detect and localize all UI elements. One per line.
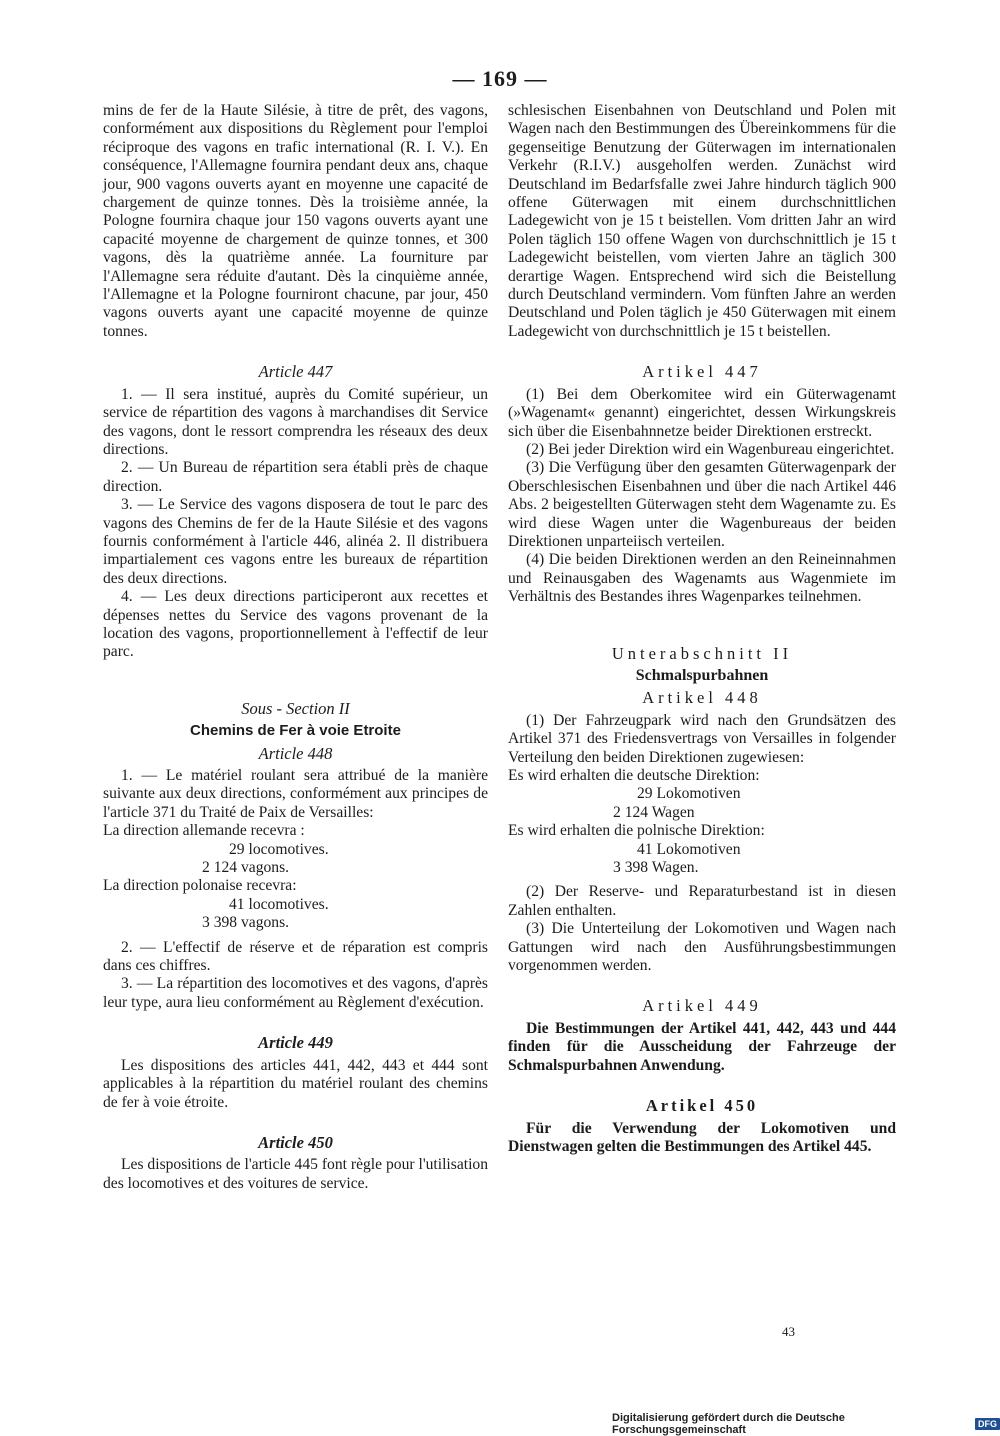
subsection-heading: Sous - Section II: [241, 698, 350, 718]
french-column: [103, 102, 488, 1193]
artikel-448-para-3: (3) Die Unterteilung der Lokomotiven und Wagen nach Gattungen wird nach den Ausführungsbestimmungen vorgenommen werden.: [508, 920, 896, 975]
artikel-450-text: Für die Verwendung der Lokomotiven und Dienstwagen gelten die Bestimmungen des Artikel 445.: [508, 1119, 896, 1155]
polnische-direktion-line: Es wird erhalten die polnische Direktion:: [508, 822, 765, 840]
article-450-text: Les dispositions de l'article 445 font règle pour l'utilisation des locomotives et des voitures de service.: [103, 1156, 488, 1192]
artikel-450-heading: Artikel 450: [645, 1096, 759, 1116]
artikel-447-para-3: (3) Die Verfügung über den gesamten Güterwagenpark der Oberschlesischen Eisenbahnen und über die nach Artikel 446 Abs. 2 beigestellten Güterwagen steht dem Wagenamte zu. Es wird diese Wagen unter die Wagenbureaus der beiden Direktionen unparteiisch verteilen.: [508, 459, 896, 550]
artikel-447-para-1: (1) Bei dem Oberkomitee wird ein Güterwagenamt (»Wagenamt« genannt) eingerichtet, dessen Wirkungskreis sich über die Eisenbahnnetze beider Direktionen erstreckt.: [508, 385, 896, 440]
artikel-447-para-4: (4) Die beiden Direktionen werden an den Reineinnahmen und Reinausgaben des Wagenamts aus Wagenmiete im Verhältnis des Bestandes ihres Wagenparkes teilnehmen.: [508, 551, 896, 606]
article-448-para-2: 2. — L'effectif de réserve et de réparation est compris dans ces chiffres.: [103, 938, 488, 975]
article-447-para-2: 2. — Un Bureau de répartition sera établi près de chaque direction.: [103, 459, 488, 495]
article-448-intro: 1. — Le matériel roulant sera attribué de la manière suivante aux deux directions, conformément aux principes de l'article 371 du Traité de Paix de Versailles:: [103, 767, 488, 821]
german-column: [508, 102, 896, 1156]
deutsche-lokomotiven: 29 Lokomotiven: [637, 785, 741, 803]
polnische-wagen: 3 398 Wagen.: [613, 859, 699, 877]
polish-wagons: 3 398 vagons.: [202, 914, 290, 932]
artikel-448-para-2: (2) Der Reserve- und Reparaturbestand ist in diesen Zahlen enthalten.: [508, 883, 896, 919]
article-449-heading: Article 449: [258, 1033, 333, 1053]
unterabschnitt-title: Schmalspurbahnen: [635, 666, 769, 684]
polish-direction-line: La direction polonaise recevra:: [103, 877, 297, 895]
artikel-448-heading: Artikel 448: [642, 688, 762, 708]
article-447-para-3: 3. — Le Service des vagons disposera de tout le parc des vagons des Chemins de fer de la Haute Silésie et des vagons fournis conformément à l'article 446, alinéa 2. Il distribuera impartialement ces vagons entre les bureaux de répartition des deux directions.: [103, 496, 488, 587]
unterabschnitt-heading: Unterabschnitt II: [611, 643, 793, 663]
german-wagons: 2 124 vagons.: [202, 859, 290, 877]
artikel-449-text: Die Bestimmungen der Artikel 441, 442, 443 und 444 finden für die Ausscheidung der Fahrzeuge der Schmalspurbahnen Anwendung.: [508, 1019, 896, 1074]
artikel-448-intro: (1) Der Fahrzeugpark wird nach den Grundsätzen des Artikel 371 des Friedensvertrags von Versailles in folgender Verteilung den beiden Direktionen zugewiesen:: [508, 711, 896, 766]
german-continuation: schlesischen Eisenbahnen von Deutschland und Polen mit Wagen nach den Bestimmungen des Übereinkommens für die gegenseitige Benutzung der Güterwagen im internationalen Verkehr (R.I.V.) ausgeholfen werden. Zunächst wird Deutschland im Bedarfsfalle zwei Jahre hindurch täglich 900 offene Güterwagen mit einem durchschnittlichen Ladegewicht von je 15 t beistellen. Vom dritten Jahr an wird Polen täglich 150 offene Wagen von durchschnittlich je 15 t Ladegewicht beistellen, vom vierten Jahre an täglich 300 derartige Wagen. Entsprechend wird sich die Beistellung durch Deutschland vermindern. Vom fünften Jahre an werden Deutschland und Polen täglich je 450 Güterwagen mit einem Ladegewicht von durchschnittlich je 15 t beistellen.: [508, 102, 896, 340]
polish-locomotives: 41 locomotives.: [229, 895, 329, 913]
page-number: — 169 —: [452, 66, 548, 91]
article-448-para-3: 3. — La répartition des locomotives et des vagons, d'après leur type, aura lieu conformément au Règlement d'exécution.: [103, 975, 488, 1011]
footer-text: Digitalisierung gefördert durch die Deutsche Forschungsgemeinschaft: [612, 1412, 845, 1436]
polnische-lokomotiven: 41 Lokomotiven: [637, 840, 741, 858]
article-450-heading: Article 450: [258, 1132, 333, 1152]
article-448-heading: Article 448: [258, 743, 333, 763]
deutsche-direktion-line: Es wird erhalten die deutsche Direktion:: [508, 767, 760, 784]
german-direction-line: La direction allemande recevra :: [103, 822, 305, 840]
french-continuation: mins de fer de la Haute Silésie, à titre de prêt, des vagons, conformément aux dispositions du Règlement pour l'emploi réciproque des vagons en trafic international (R. I. V.). En conséquence, l'Allemagne fournira pendant deux ans, chaque jour, 900 vagons ouverts ayant en moyenne une capacité de chargement de quinze tonnes. Dès la troisième année, la Pologne fournira chaque jour 150 vagons ouverts ayant une capacité moyenne de chargement de quinze tonnes, et 300 vagons, dès la quatrième année. La fourniture par l'Allemagne sera réduite d'autant. Dès la cinquième année, l'Allemagne et la Pologne fourniront chacune, par jour, 450 vagons ouverts ayant une capacité moyenne de quinze tonnes.: [103, 102, 488, 340]
dfg-footer: [612, 1412, 1000, 1436]
article-447-para-4: 4. — Les deux directions participeront aux recettes et dépenses nettes du Service des vagons provenant de la location des vagons, proportionnellement à l'effectif de leur parc.: [103, 588, 488, 661]
german-locomotives: 29 locomotives.: [229, 840, 329, 858]
dfg-logo: DFG: [975, 1418, 1000, 1430]
artikel-449-heading: Artikel 449: [642, 996, 762, 1016]
article-449-text: Les dispositions des articles 441, 442, 443 et 444 sont applicables à la répartition du matériel roulant des chemins de fer à voie étroite.: [103, 1056, 488, 1111]
artikel-447-para-2: (2) Bei jeder Direktion wird ein Wagenbureau eingerichtet.: [526, 440, 895, 458]
sheet-number: 43: [782, 1324, 795, 1339]
deutsche-wagen: 2 124 Wagen: [613, 803, 695, 821]
article-447-heading: Article 447: [258, 362, 333, 382]
article-447-para-1: 1. — Il sera institué, auprès du Comité supérieur, un service de répartition des vagons à marchandises dit Service des vagons, dont le ressort comprendra les réseaux des deux directions.: [103, 385, 488, 458]
artikel-447-heading: Artikel 447: [642, 362, 762, 382]
subsection-title: Chemins de Fer à voie Etroite: [190, 722, 401, 740]
